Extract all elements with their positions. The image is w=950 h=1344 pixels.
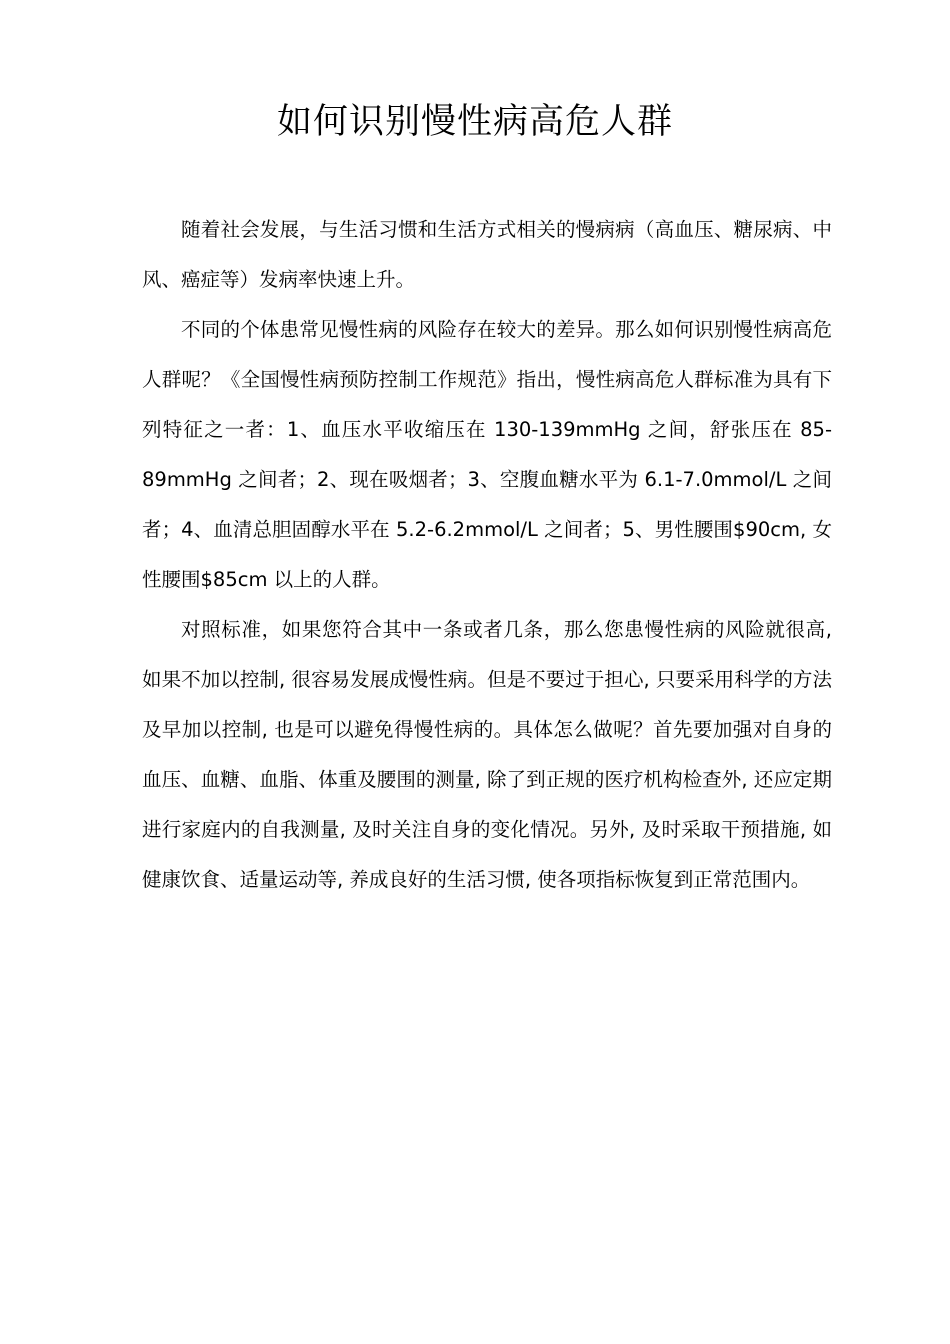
paragraph-advice: 对照标准，如果您符合其中一条或者几条，那么您患慢性病的风险就很高, 如果不加以控制, 很容易发展成慢性病。但是不要过于担心, 只要采用科学的方法及早加以控制, 也是可以避免得慢性病的。具体怎么做呢？首先要加强对自身的血压、血糖、血脂、体重及腰围的测量, 除了到正规的医疗机构检查外, 还应定期进行家庭内的自我测量, 及时关注自身的变化情况。另外, 及时采取干预措施, 如健康饮食、适量运动等, 养成良好的生活习惯, 使各项指标恢复到正常范围内。 — [142, 618, 832, 891]
document-body — [142, 205, 832, 905]
paragraph-criteria: 不同的个体患常见慢性病的风险存在较大的差异。那么如何识别慢性病高危人群呢？《全国慢性病预防控制工作规范》指出，慢性病高危人群标准为具有下列特征之一者：1、血压水平收缩压在 130-139mmHg 之间，舒张压在 85-89mmHg 之间者；2、现在吸烟者；3、空腹血糖水平为 6.1-7.0mmol/L 之间者；4、血清总胆固醇水平在 5.2-6.2mmol/L 之间者；5、男性腰围$90cm, 女性腰围$85cm 以上的人群。 — [142, 318, 832, 591]
document-title: 如何识别慢性病高危人群 — [276, 102, 673, 142]
paragraph-intro: 随着社会发展，与生活习惯和生活方式相关的慢病病（高血压、糖尿病、中风、癌症等）发病率快速上升。 — [142, 218, 832, 291]
